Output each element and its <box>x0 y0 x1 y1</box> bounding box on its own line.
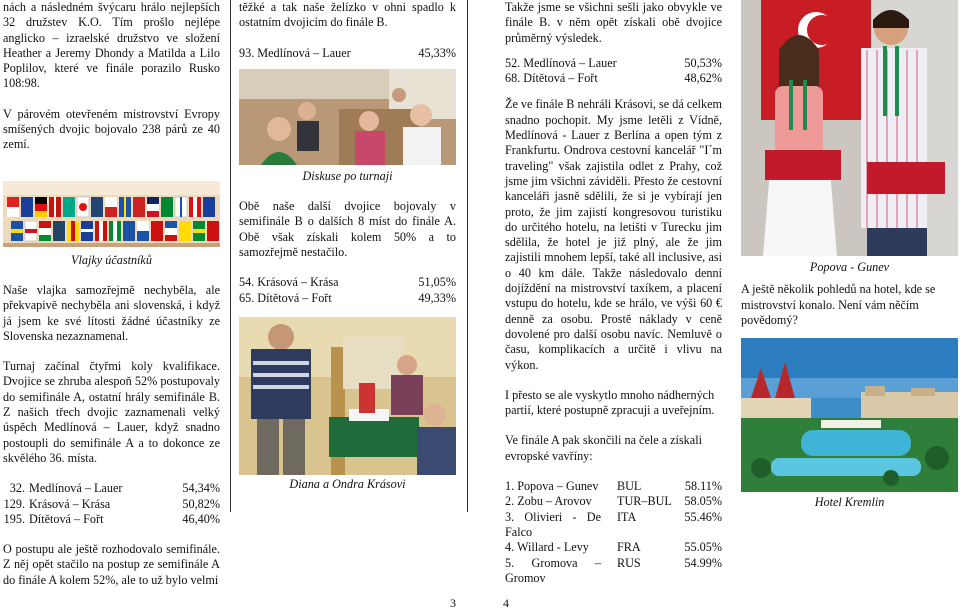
final-results-table <box>505 479 722 586</box>
krasovi-caption: Diana a Ondra Krásovi <box>289 476 406 491</box>
hotel-caption: Hotel Kremlin <box>814 495 885 510</box>
article-paragraph: Turnaj začínal čtyřmi koly kvalifikace. Dvojice se zhruba alespoň 52% postupovaly do semifinále A, ostatní hrály semifinále B. Z našich třech dvojic zaznamenali velký úspěch Medlínová – Lauer, když snadno postoupli do semifinále A a to dokonce ze skvělého 36. místa. <box>3 359 220 465</box>
column-3 <box>505 0 722 586</box>
result-row: 93. Medlínová – Lauer 45,33% <box>239 45 456 60</box>
column-2 <box>239 0 456 492</box>
article-paragraph: Obě naše další dvojice bojovaly v semifinále B o dalších 8 míst do finále A. Obě však získali kolem 50% a to samozřejmě nestačilo. <box>239 199 456 260</box>
krasovi-photo <box>239 317 456 475</box>
page-number-right: 4 <box>503 596 509 610</box>
article-paragraph: Takže jsme se všichni sešli jako obvykle ve finále B. v něm opět získali obě dvojice průměrný výsledek. <box>505 0 722 45</box>
column-4 <box>741 0 958 510</box>
column-divider <box>467 0 468 512</box>
results-list <box>239 275 456 306</box>
winners-caption: Popova - Gunev <box>809 260 890 274</box>
article-paragraph: I přesto se ale vyskytlo mnoho nádherných partií, které postupně zpracuji a uveřejním. <box>505 387 715 418</box>
hotel-photo <box>741 338 958 492</box>
table-row: 2. Zobu – Arovov TUR–BUL 58.05% <box>505 494 722 509</box>
flags-caption: Vlajky účastníků <box>71 252 152 267</box>
article-paragraph: V párovém otevřeném mistrovství Evropy smíšených dvojic bojovalo 238 párů ze 40 zemí. <box>3 106 220 152</box>
column-divider <box>230 0 231 512</box>
discussion-caption: Diskuse po turnaji <box>302 168 393 183</box>
article-paragraph: Ve finále A pak skončili na čele a získali evropské vavříny: <box>505 433 702 463</box>
discussion-photo <box>239 69 456 165</box>
column-1 <box>3 0 220 588</box>
result-row: 195. Dítětová – Fořt 46,40% <box>3 511 220 526</box>
table-row: 3. Olivieri - De Falco ITA 55.46% <box>505 509 722 539</box>
article-paragraph: těžké a tak naše želízko v ohni spadlo k ostatním dvojicím do finále B. <box>239 0 456 30</box>
article-paragraph: nách a následném švýcaru hrálo nejlepších 32 družstev K.O. Tím prošlo nejlépe anglicko – izraelské družstvo ve složení Heather a Jeremy Dhondy a Matilda a Lilo Poplilov, které ve finále porazilo Rusko 108:98. <box>3 0 220 91</box>
table-row: 5. Gromova – Gromov RUS 54.99% <box>505 555 722 585</box>
result-row: 68. Dítětová – Fořt 48,62% <box>505 71 722 86</box>
table-row: 4. Willard - Levy FRA 55.05% <box>505 540 722 555</box>
article-paragraph: O postupu ale ještě rozhodovalo semifinále. Z něj opět stačilo na postup ze semifinále A do finále A kolem 52%, ale to už bylo velmi <box>3 542 220 587</box>
page-number-left: 3 <box>450 596 456 610</box>
result-row: 52. Medlínová – Lauer 50,53% <box>505 55 722 70</box>
article-paragraph: Naše vlajka samozřejmě nechyběla, ale překvapivě nechyběla ani slovenská, i když já jsem ke své lítosti žádné účastníky ze Slovenska nezaznamenal. <box>3 282 220 343</box>
result-row: 129. Krásová – Krása 50,82% <box>3 496 220 511</box>
results-list <box>505 56 722 87</box>
result-row: 32. Medlínová – Lauer 54,34% <box>9 481 220 496</box>
result-row: 65. Dítětová – Fořt 49,33% <box>239 290 456 305</box>
results-list <box>3 481 220 527</box>
article-paragraph: Že ve finále B nehráli Krásovi, se dá celkem snadno pochopit. My jsme letěli z Vídně, Medlínová - Lauer z Berlína a open tým z Frankfurtu. Ondrova cestovní kancelář "I´m traveling" však zajistila odlet z Prahy, což jsme jim všichni záviděli. Přesto že cestovní kanceláři jasně sdělili, že si je vybírají jen proto, že jim zajistí kongresovou turistiku do určitého hotelu, na letišti v Turecku jim sdělila, že hotel je již plný, ale že jim zajistili mnohem lepší, také all inclusive, asi o 40 km dále. Takže následovalo denní dojíždění na mistrovství taxíkem, a placení vstupu do hotelu, kde se hrálo, ve výši 60 € denně za osobu. Prostě náklady v ceně dovolené pro další osobu navíc. Nemluvě o času, komplikacích a určitě i vlivu na výkon. <box>505 97 722 372</box>
result-row: 54. Krásová – Krása 51,05% <box>239 275 456 290</box>
article-paragraph: A ještě několik pohledů na hotel, kde se mistrovství konalo. Není vám něčím povědomý? <box>741 282 936 327</box>
table-row: 1. Popova – Gunev BUL 58.11% <box>505 479 722 494</box>
flags-photo <box>3 181 220 247</box>
winners-photo <box>741 0 958 256</box>
